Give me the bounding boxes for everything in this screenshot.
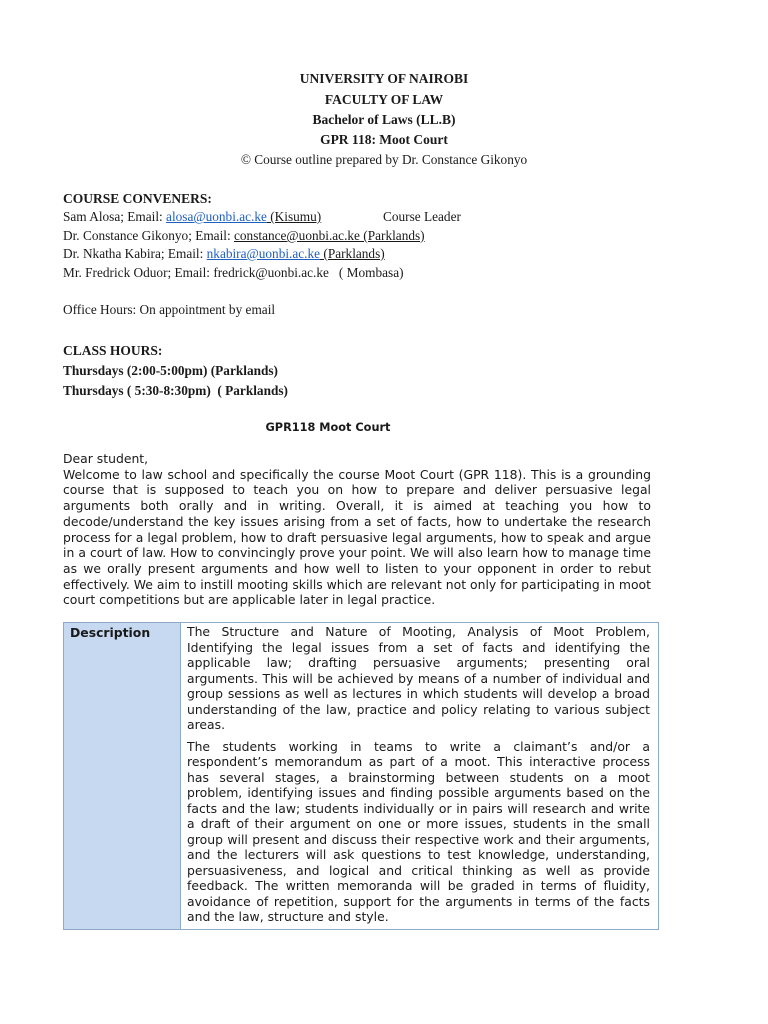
convener-name: Mr. Fredrick Oduor; Email: bbox=[63, 265, 214, 280]
description-label-cell bbox=[64, 623, 181, 930]
conveners-heading: COURSE CONVENERS: bbox=[63, 191, 212, 206]
description-table bbox=[63, 622, 659, 930]
course-title: GPR 118: Moot Court bbox=[320, 132, 448, 147]
convener-location: (Parklands) bbox=[359, 228, 425, 243]
convener-row bbox=[63, 246, 385, 262]
convener-location: ( Mombasa) bbox=[328, 265, 404, 280]
faculty-name: FACULTY OF LAW bbox=[324, 92, 444, 107]
convener-row bbox=[63, 265, 404, 281]
description-paragraph: The students working in teams to write a claimant’s and/or a respondent’s memorandum as part of a moot. This interactive process has several stages, a brainstorming between students on a moot problem, identifying issues and finding possible arguments based on the facts and the law; students individually or in pairs will research and write a draft of their argument on one or more issues, students in the small group will present and discuss their respective work and their arguments, and the lecturers will ask questions to test knowledge, understanding, persuasiveness, and logical and critical thinking as well as provide feedback. The written memoranda will be graded in terms of fluidity, avoidance of repetition, support for the arguments in terms of the facts and the law, structure and style. bbox=[187, 738, 650, 924]
description-content-cell bbox=[181, 623, 659, 930]
description-paragraph: The Structure and Nature of Mooting, Analysis of Moot Problem, Identifying the legal issues from a set of facts and identifying the applicable law; drafting persuasive arguments; presenting oral arguments. This will be achieved by means of a number of individual and group sessions as well as lectures in which students will develop a broad understanding of the law, practice and policy relating to various subject areas. bbox=[187, 624, 650, 732]
description-label: Description bbox=[70, 625, 151, 640]
convener-email: constance@uonbi.ac.ke bbox=[234, 228, 360, 243]
convener-email: fredrick@uonbi.ac.ke bbox=[213, 265, 329, 280]
class-hours-row: Thursdays (2:00-5:00pm) (Parklands) bbox=[63, 363, 278, 378]
intro-paragraph: Welcome to law school and specifically the course Moot Court (GPR 118). This is a grounding course that is supposed to teach you on how to prepare and deliver persuasive legal arguments both orally and in writing. Overall, it is aimed at teaching you how to decode/understand the key issues arising from a set of facts, how to undertake the research process for a legal problem, how to draft persuasive legal arguments, how to speak and argue in a court of law. How to convincingly prove your point. We will also learn how to manage time as we orally present arguments and how well to listen to your opponent in order to rebut effectively. We aim to instill mooting skills which are relevant not only for participating in moot court competitions but are applicable later in legal practice. bbox=[63, 466, 651, 608]
intro-letter bbox=[63, 451, 651, 608]
office-hours: Office Hours: On appointment by email bbox=[63, 302, 276, 317]
table-row bbox=[64, 623, 659, 930]
salutation: Dear student, bbox=[63, 451, 149, 466]
convener-name: Sam Alosa; Email: bbox=[63, 209, 167, 224]
degree-name: Bachelor of Laws (LL.B) bbox=[312, 112, 456, 127]
convener-row bbox=[63, 228, 425, 244]
convener-location: (Kisumu) bbox=[266, 209, 322, 224]
prepared-by: © Course outline prepared by Dr. Constance Gikonyo bbox=[240, 152, 528, 167]
class-hours-row: Thursdays ( 5:30-8:30pm) ( Parklands) bbox=[63, 383, 288, 398]
university-name: UNIVERSITY OF NAIROBI bbox=[299, 71, 469, 86]
convener-row bbox=[63, 209, 321, 225]
convener-email-link[interactable]: alosa@uonbi.ac.ke bbox=[166, 209, 267, 224]
convener-email-link[interactable]: nkabira@uonbi.ac.ke bbox=[206, 246, 321, 261]
convener-name: Dr. Constance Gikonyo; Email: bbox=[63, 228, 234, 243]
convener-name: Dr. Nkatha Kabira; Email: bbox=[63, 246, 207, 261]
class-hours-heading: CLASS HOURS: bbox=[63, 343, 163, 358]
convener-location: (Parklands) bbox=[320, 246, 385, 261]
course-leader-role: Course Leader bbox=[383, 209, 461, 224]
section-title: GPR118 Moot Court bbox=[265, 421, 391, 434]
